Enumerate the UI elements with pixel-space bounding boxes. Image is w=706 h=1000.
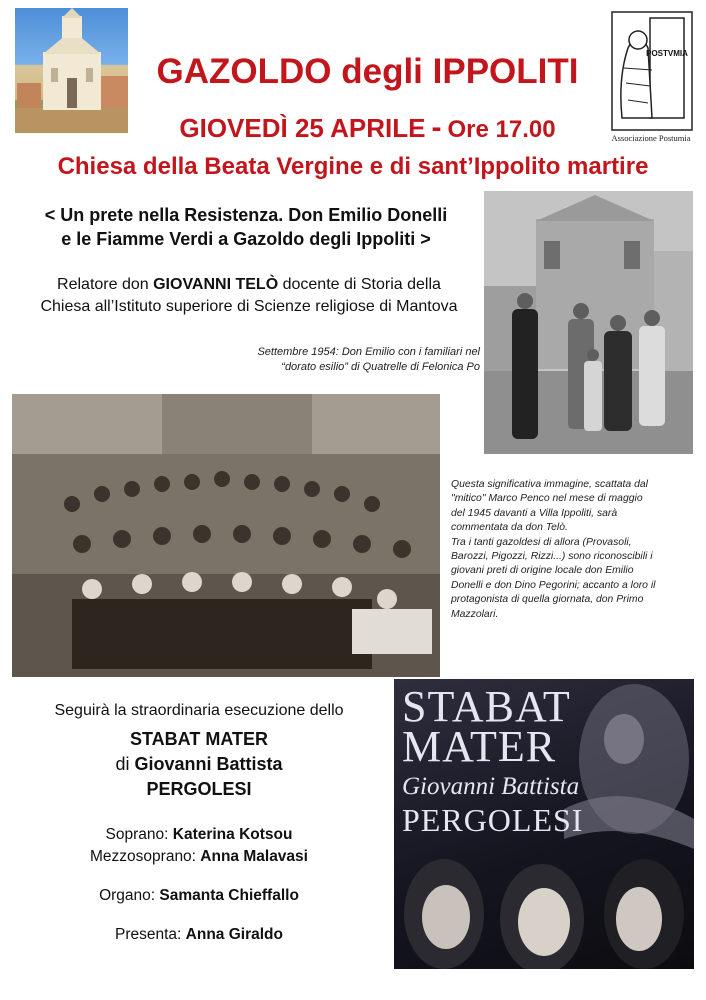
event-location-title: GAZOLDO degli IPPOLITI [156, 52, 579, 91]
group-caption-line: "mitico" Marco Penco nel mese di maggio [451, 493, 643, 505]
speaker-prefix: Relatore don [57, 276, 154, 293]
host-line [10, 924, 388, 946]
group-caption-line: Donelli e don Dino Pegorini; accanto a loro il [451, 579, 656, 591]
group-caption-line: Mazzolari. [451, 608, 499, 620]
photo-1954-caption-line2: “dorato esilio” di Quatrelle di Felonica Po [281, 361, 480, 373]
speaker-role: docente di Storia della [278, 276, 441, 293]
event-time: Ore 17.00 [447, 116, 556, 143]
event-date: GIOVEDÌ 25 APRILE [179, 113, 426, 143]
logo-caption: Associazione Postumia [611, 133, 691, 143]
photo-1954-caption [150, 345, 480, 375]
event-date-time [130, 113, 605, 145]
group-photo-caption [451, 478, 701, 622]
group-photo-1945 [12, 394, 440, 677]
stabat-line4: PERGOLESI [402, 802, 584, 838]
composer-surname: PERGOLESI [146, 779, 252, 799]
organ-line [10, 885, 388, 907]
composer-name: Giovanni Battista [134, 754, 283, 774]
host-label: Presenta: [115, 926, 186, 943]
stabat-line1: STABAT [402, 682, 571, 731]
soprano-line [10, 824, 388, 846]
stabat-mater-poster [394, 679, 694, 969]
group-caption-line: protagonista di quella giornata, don Primo [451, 594, 644, 606]
group-caption-line: giovani preti di origine locale don Emilio [451, 565, 634, 577]
soprano-label: Soprano: [105, 826, 173, 843]
church-photo [15, 8, 128, 133]
concert-info [10, 700, 388, 946]
mezzo-label: Mezzosoprano: [90, 848, 201, 865]
postumia-logo [608, 8, 696, 146]
mezzo-line [10, 846, 388, 868]
group-caption-line: Barozzi, Pigozzi, Rizzi...) sono riconoscibili i [451, 551, 653, 563]
stabat-line3: Giovanni Battista [402, 773, 580, 800]
talk-title-line2: e le Fiamme Verdi a Gazoldo degli Ippoliti > [61, 229, 431, 249]
group-caption-line: Tra i tanti gazoldesi di allora (Provasoli, [451, 536, 632, 548]
date-separator: - [431, 111, 442, 144]
mezzo-name: Anna Malavasi [200, 848, 308, 865]
talk-title [10, 203, 482, 251]
photo-1954 [484, 191, 693, 454]
event-venue: Chiesa della Beata Vergine e di sant’Ippolito martire [57, 153, 649, 180]
concert-intro: Seguirà la straordinaria esecuzione dello [54, 702, 344, 719]
concert-work-title: STABAT MATER [130, 729, 268, 749]
photo-1954-caption-line1: Settembre 1954: Don Emilio con i familiari nel [257, 346, 480, 358]
organ-name: Samanta Chieffallo [159, 887, 299, 904]
speaker-info [10, 274, 488, 318]
group-caption-line: del 1945 davanti a Villa Ippoliti, sarà [451, 507, 618, 519]
group-caption-line: Questa significativa immagine, scattata dal [451, 479, 648, 490]
logo-sign-text: POSTVMIA [646, 49, 688, 58]
soprano-name: Katerina Kotsou [172, 826, 293, 843]
speaker-institution: Chiesa all’Istituto superiore di Scienze religiose di Mantova [40, 298, 458, 315]
group-caption-line: commentata da don Telò. [451, 522, 568, 534]
composer-prefix: di [115, 754, 135, 774]
stabat-line2: MATER [402, 722, 557, 771]
concert-composer-line [10, 752, 388, 777]
host-name: Anna Giraldo [185, 926, 283, 943]
organ-label: Organo: [99, 887, 160, 904]
talk-title-line1: < Un prete nella Resistenza. Don Emilio Donelli [44, 205, 448, 225]
speaker-name: GIOVANNI TELÒ [153, 276, 279, 293]
